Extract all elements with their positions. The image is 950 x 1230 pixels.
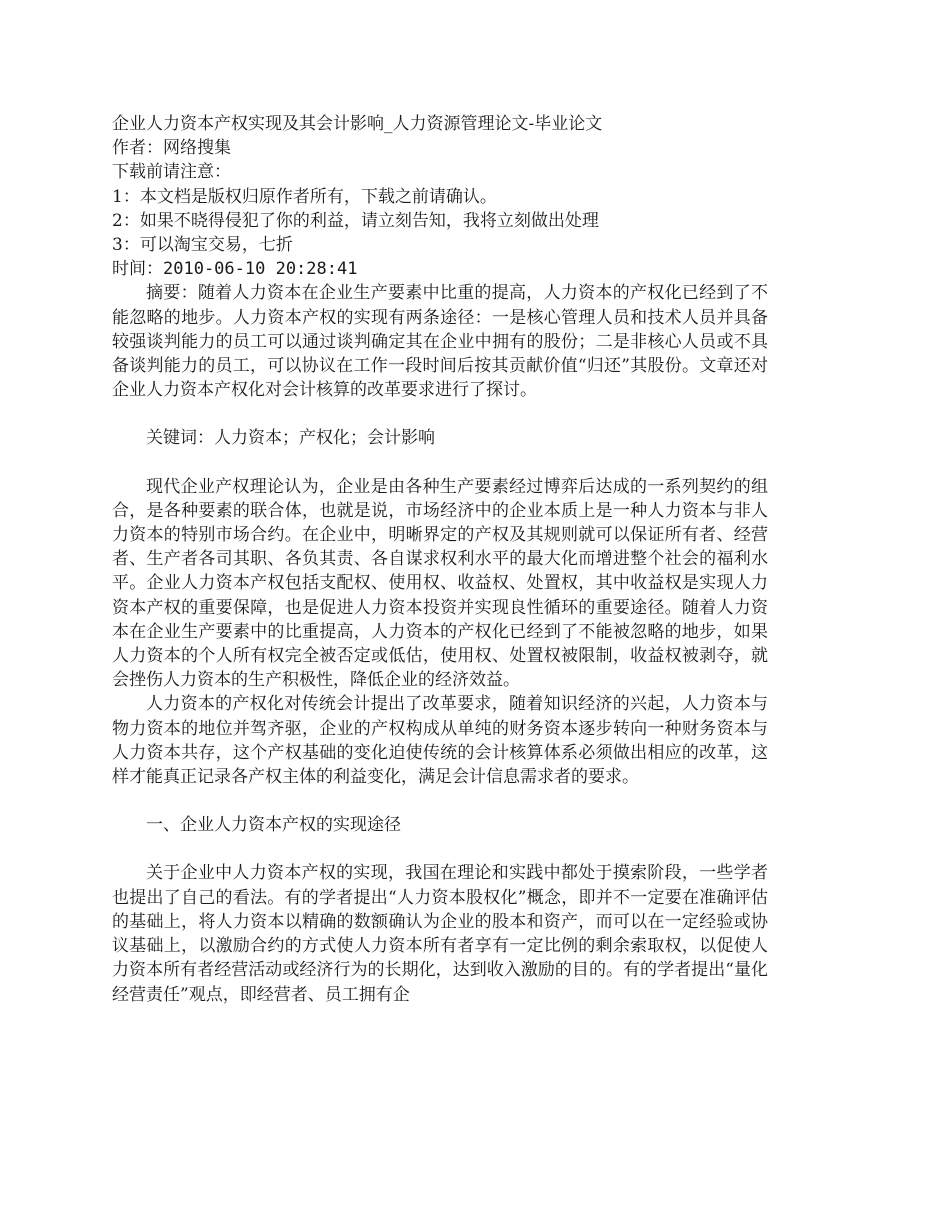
notice-item: 3：可以淘宝交易，七折: [112, 235, 293, 256]
body-paragraph: 现代企业产权理论认为，企业是由各种生产要素经过博弈后达成的一系列契约的组合，是各种要素的联合体，也就是说，市场经济中的企业本质上是一种人力资本与非人力资本的特别市场合约。在企业中，明晰界定的产权及其规则就可以保证所有者、经营者、生产者各司其职、各负其责、各自谋求权利水平的最大化而增进整个社会的福利水平。企业人力资本产权包括支配权、使用权、收益权、处置权，其中收益权是实现人力资本产权的重要保障，也是促进人力资本投资并实现良性循环的重要途径。随着人力资本在企业生产要素中的比重提高，人力资本的产权化已经到了不能被忽略的地步，如果人力资本的个人所有权完全被否定或低估，使用权、处置权被限制，收益权被剥夺，就会挫伤人力资本的生产积极性，降低企业的经济效益。: [112, 476, 768, 691]
author-line: 作者：网络搜集: [112, 138, 231, 159]
spacer: [112, 402, 768, 426]
notice-item: 2：如果不晓得侵犯了你的利益，请立刻告知，我将立刻做出处理: [112, 210, 599, 231]
section-heading: 一、企业人力资本产权的实现途径: [146, 815, 401, 836]
spacer: [112, 837, 768, 861]
document-content: [112, 112, 768, 1007]
keywords-line: 关键词：人力资本；产权化；会计影响: [146, 428, 435, 449]
body-paragraph: 关于企业中人力资本产权的实现，我国在理论和实践中都处于摸索阶段，一些学者也提出了自己的看法。有的学者提出“人力资本股权化”概念，即并不一定要在准确评估的基础上，将人力资本以精确的数额确认为企业的股本和资产，而可以在一定经验或协议基础上，以激励合约的方式使人力资本所有者享有一定比例的剩余索取权，以促使人力资本所有者经营活动或经济行为的长期化，达到收入激励的目的。有的学者提出“量化经营责任”观点，即经营者、员工拥有企: [112, 863, 768, 1005]
spacer: [112, 451, 768, 475]
body-paragraph: 人力资本的产权化对传统会计提出了改革要求，随着知识经济的兴起，人力资本与物力资本的地位并驾齐驱，企业的产权构成从单纯的财务资本逐步转向一种财务资本与人力资本共存，这个产权基础的变化迫使传统的会计核算体系必须做出相应的改革，这样才能真正记录各产权主体的利益变化，满足会计信息需求者的要求。: [112, 694, 768, 788]
abstract-paragraph: 摘要：随着人力资本在企业生产要素中比重的提高，人力资本的产权化已经到了不能忽略的地步。人力资本产权的实现有两条途径：一是核心管理人员和技术人员并具备较强谈判能力的员工可以通过谈判确定其在企业中拥有的股份；二是非核心人员或不具备谈判能力的员工，可以协议在工作一段时间后按其贡献价值“归还”其股份。文章还对企业人力资本产权化对会计核算的改革要求进行了探讨。: [112, 283, 768, 401]
notice-heading: 下载前请注意：: [112, 162, 231, 183]
spacer: [112, 789, 768, 813]
timestamp-line: 时间：2010-06-10 20:28:41: [112, 259, 358, 280]
notice-item: 1：本文档是版权归原作者所有，下载之前请确认。: [112, 186, 497, 207]
document-title: 企业人力资本产权实现及其会计影响_人力资源管理论文-毕业论文: [112, 114, 603, 134]
